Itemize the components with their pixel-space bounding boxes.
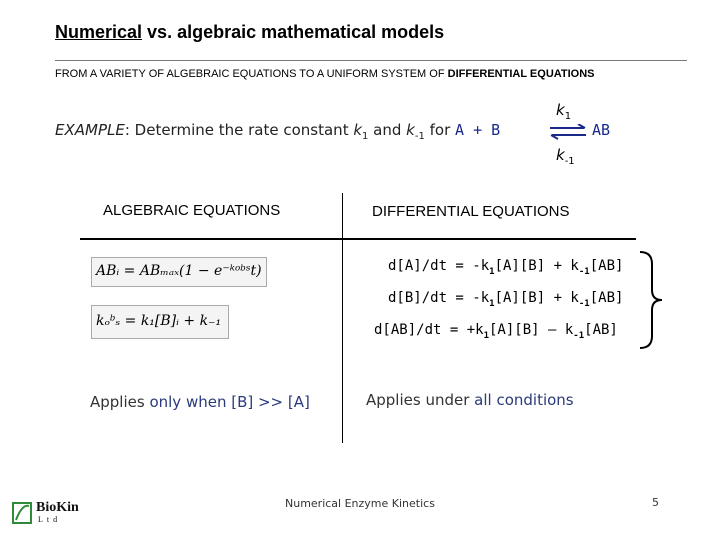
- logo-subtext: Ltd: [38, 515, 62, 524]
- diff-eq-ab-sub2: -1: [573, 330, 585, 341]
- diff-eq-ab-lhs: d[AB]/dt =: [374, 322, 467, 338]
- diff-eq-a-sub2: -1: [578, 266, 590, 277]
- k-forward-sub: 1: [362, 131, 369, 142]
- diff-eq-a-term1: -k: [472, 258, 490, 274]
- k-reverse-symbol-sub: -1: [564, 156, 575, 167]
- algebraic-equation-2-text: kₒᵇₛ = k₁[B]ᵢ + k₋₁: [96, 313, 222, 329]
- biokin-logo-mark-icon: [12, 500, 34, 526]
- differential-equation-a: [388, 258, 623, 277]
- diff-eq-a-lhs: d[A]/dt =: [388, 258, 473, 274]
- diff-eq-b-term3: [AB]: [589, 290, 624, 306]
- diff-eq-b-sub2: -1: [578, 298, 590, 309]
- applies-right-prefix: Applies under: [366, 391, 475, 409]
- slide-title: [55, 22, 444, 43]
- applies-algebraic: [90, 393, 310, 411]
- k-reverse-label: [556, 146, 575, 167]
- diff-eq-b-lhs: d[B]/dt =: [388, 290, 473, 306]
- differential-equation-ab: [374, 322, 618, 341]
- slide-subtitle: [55, 68, 595, 80]
- equilibrium-arrows-icon: [548, 124, 588, 140]
- k-forward-label: [556, 101, 571, 122]
- example-label: EXAMPLE: [55, 121, 125, 139]
- diff-eq-a-term2: [A][B] + k: [494, 258, 579, 274]
- diff-eq-ab-sub1: 1: [483, 330, 489, 341]
- k-forward-symbol: k: [556, 101, 565, 119]
- system-brace-icon: [636, 250, 666, 350]
- diff-eq-ab-term2: [A][B] – k: [489, 322, 574, 338]
- diff-eq-a-term3: [AB]: [589, 258, 624, 274]
- applies-right-condition: all conditions: [474, 391, 574, 409]
- biokin-logo: [12, 500, 92, 528]
- applies-left-prefix: Applies: [90, 393, 150, 411]
- subtitle-plain: FROM A VARIETY OF ALGEBRAIC EQUATIONS TO A UNIFORM SYSTEM OF: [55, 68, 448, 80]
- k-forward-var: k: [353, 121, 363, 139]
- footer-title: Numerical Enzyme Kinetics: [285, 497, 435, 510]
- algebraic-equation-1: [91, 257, 267, 287]
- column-heading-differential: DIFFERENTIAL EQUATIONS: [372, 203, 570, 220]
- example-and: and: [368, 121, 407, 139]
- title-rest: vs. algebraic mathematical models: [142, 22, 445, 42]
- k-reverse-var: k: [406, 121, 415, 139]
- algebraic-equation-2: [91, 305, 229, 339]
- page-number: 5: [652, 496, 659, 509]
- subtitle-bold: DIFFERENTIAL EQUATIONS: [447, 68, 595, 80]
- table-vertical-rule: [342, 193, 343, 443]
- k-reverse-symbol: k: [556, 146, 565, 164]
- algebraic-equation-1-text: ABᵢ = ABₘₐₓ(1 − e⁻ᵏᵒᵇˢt): [96, 263, 262, 279]
- diff-eq-b-term2: [A][B] + k: [494, 290, 579, 306]
- example-for: for: [424, 121, 456, 139]
- product: AB: [592, 121, 611, 139]
- example-text: : Determine the rate constant: [124, 121, 354, 139]
- differential-equation-b: [388, 290, 623, 309]
- k-reverse-sub: -1: [414, 131, 425, 142]
- title-numerical: Numerical: [55, 22, 143, 42]
- diff-eq-b-term1: -k: [472, 290, 490, 306]
- table-horizontal-rule: [80, 238, 636, 240]
- applies-left-condition: only when [B] >> [A]: [149, 393, 310, 411]
- reactants: A + B: [455, 121, 501, 139]
- column-heading-algebraic: ALGEBRAIC EQUATIONS: [103, 202, 281, 219]
- example-statement: [55, 121, 500, 142]
- title-divider: [55, 60, 687, 61]
- diff-eq-ab-term3: [AB]: [584, 322, 618, 338]
- logo-name: BioKin: [36, 500, 79, 515]
- k-forward-symbol-sub: 1: [564, 111, 572, 122]
- diff-eq-a-sub1: 1: [489, 266, 495, 277]
- applies-differential: [366, 391, 574, 409]
- diff-eq-b-sub1: 1: [489, 298, 495, 309]
- diff-eq-ab-term1: +k: [466, 322, 484, 338]
